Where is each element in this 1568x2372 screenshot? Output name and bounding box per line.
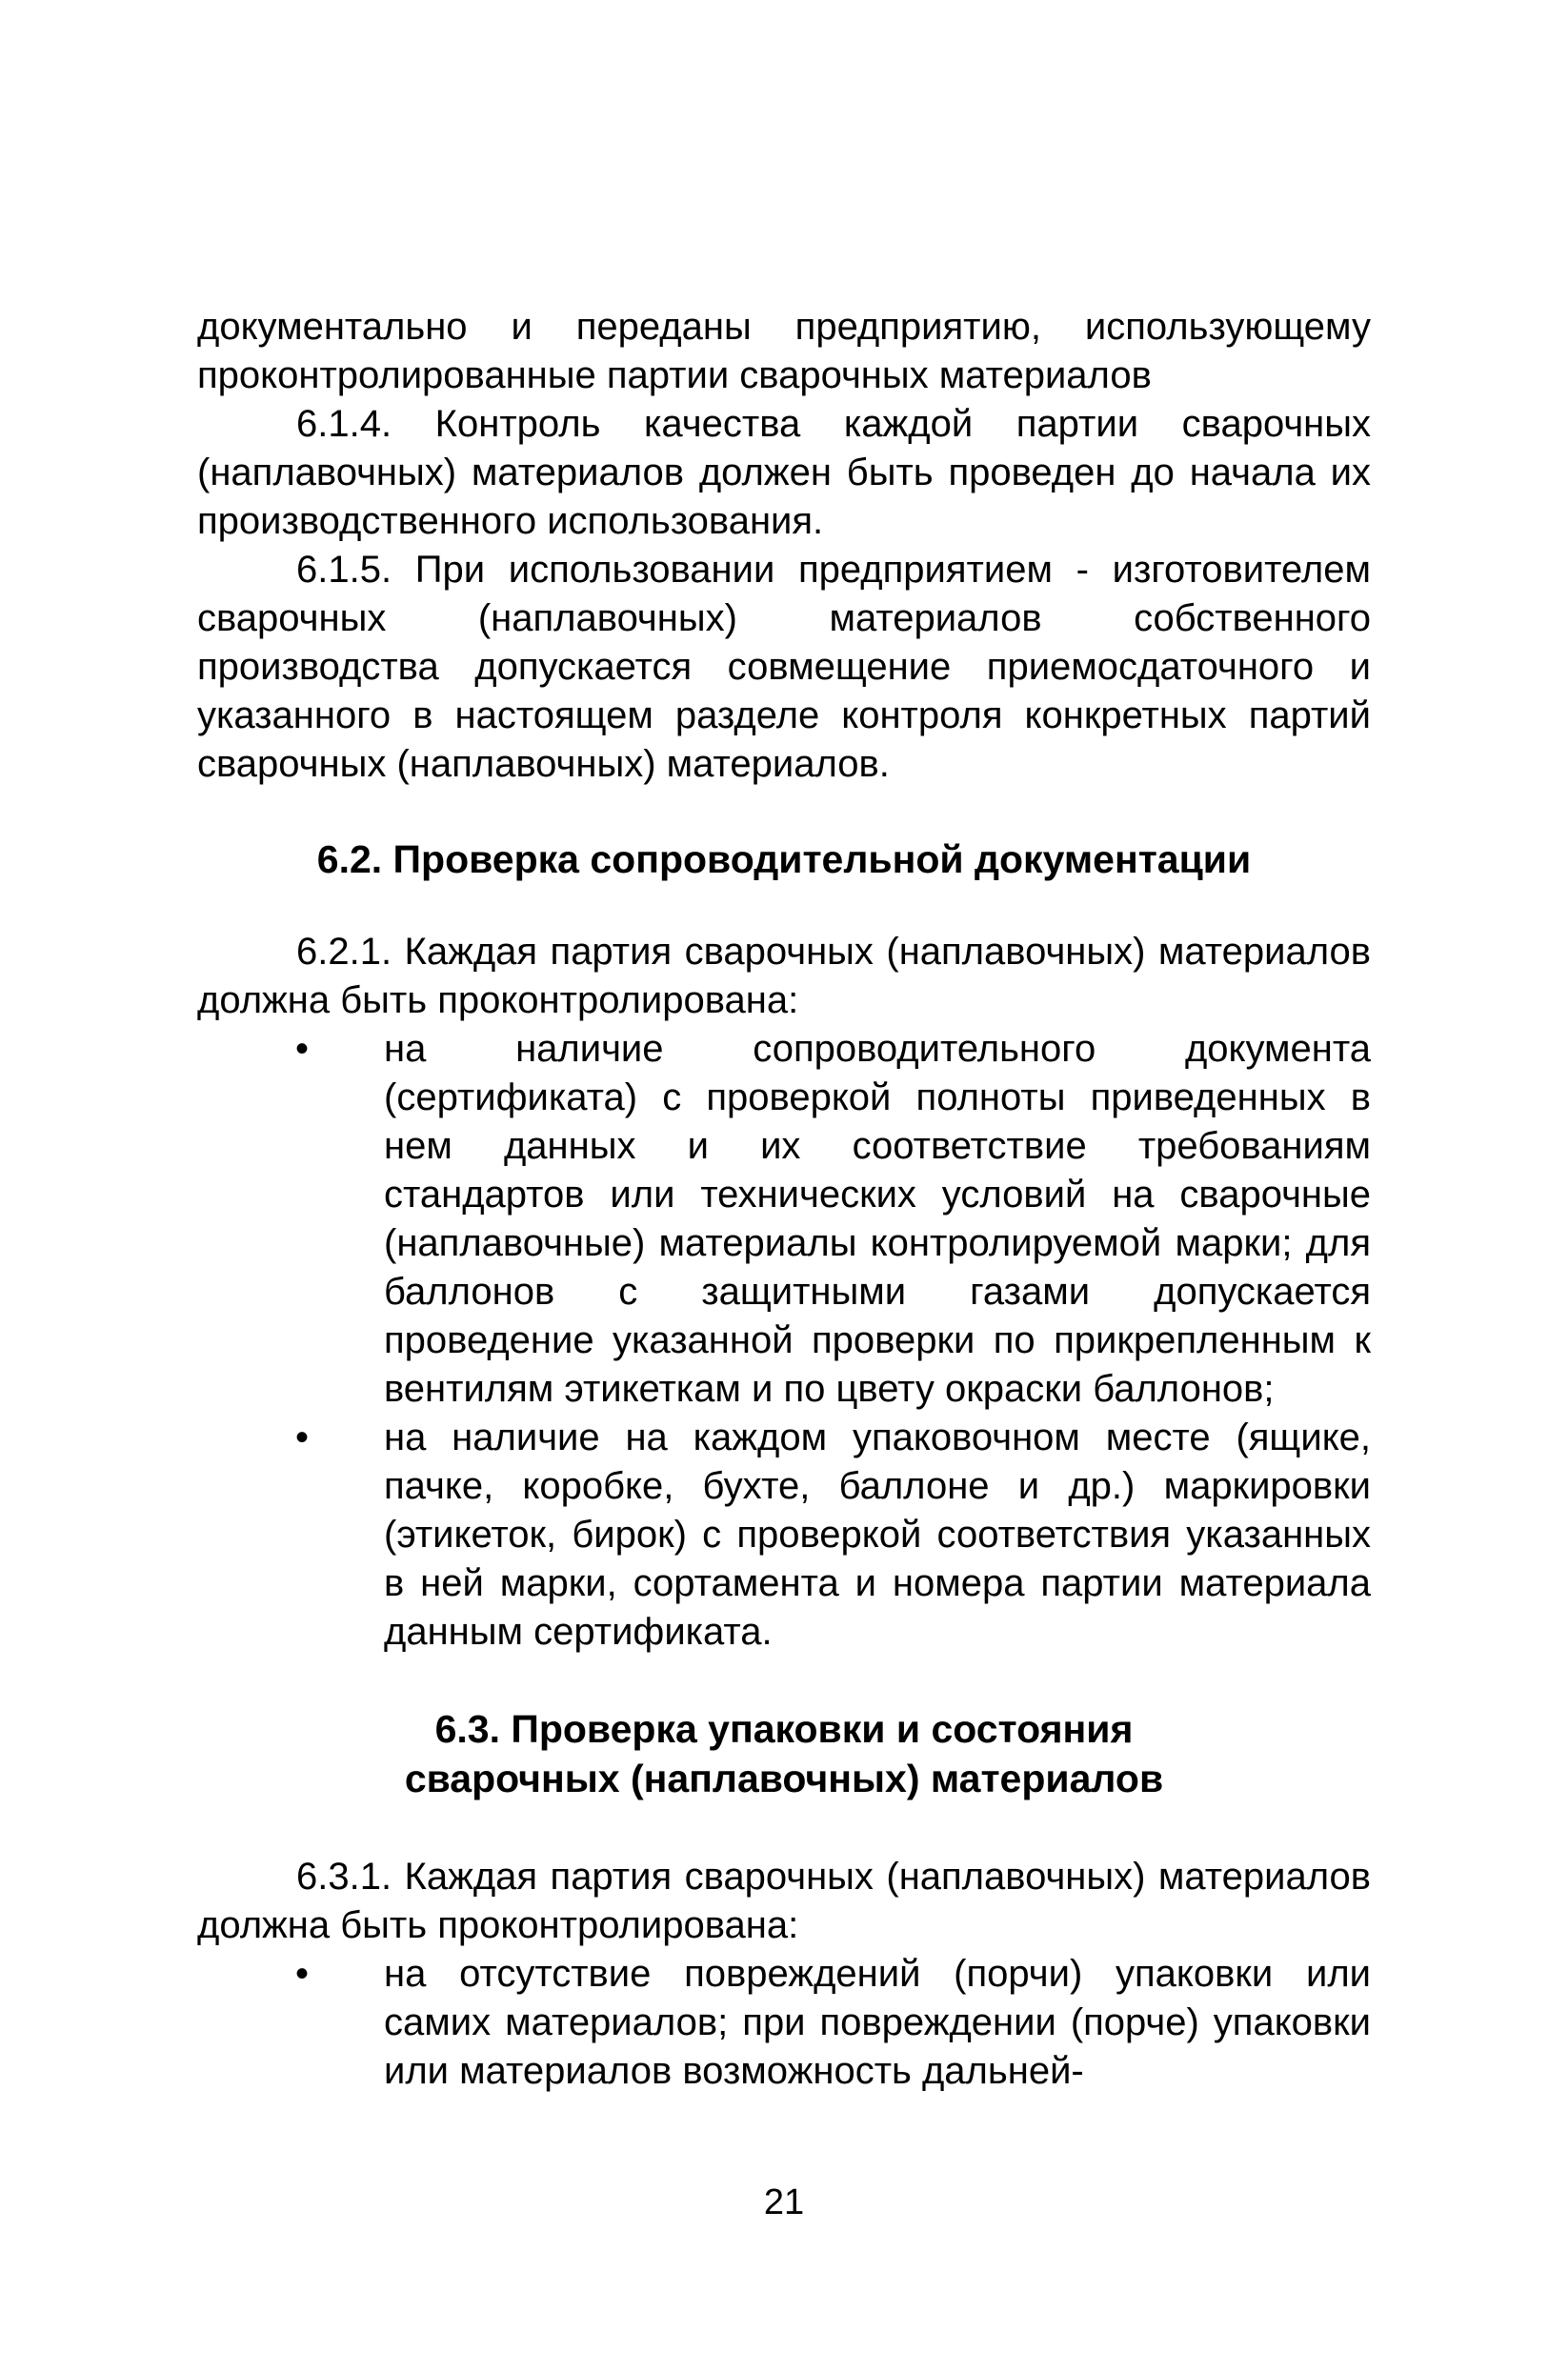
section-heading-6-3: [197, 1704, 1371, 1803]
bullet-list-6-2: [197, 1025, 1371, 1657]
list-item-text: на отсутствие повреждений (порчи) упаковки или самих материалов; при повреждении (порче) упаковки или материалов возможность дальней-: [384, 1953, 1371, 2092]
paragraph-6-1-5: 6.1.5. При использовании предприятием - изготовителем сварочных (наплавочных) материалов собственного производства допускается совмещение приемосдаточного и указанного в настоящем разделе контроля конкретных партий сварочных (наплавочных) материалов.: [197, 549, 1371, 785]
page-content: [197, 303, 1371, 2096]
section-heading-6-3-line-1: 6.3. Проверка упаковки и состояния: [434, 1707, 1134, 1751]
bullet-list-6-3: [197, 1950, 1371, 2096]
bullet-icon: •: [295, 1953, 310, 1995]
paragraph-6-2-1: 6.2.1. Каждая партия сварочных (наплавочных) материалов должна быть проконтролирована:: [197, 931, 1371, 1021]
section-heading-6-2: 6.2. Проверка сопроводительной документации: [316, 837, 1252, 881]
bullet-icon: •: [295, 1028, 310, 1070]
list-item: [197, 1414, 1371, 1657]
list-item-text: на наличие сопроводительного документа (сертификата) с проверкой полноты приведенных в нем данных и их соответствие требованиям стандартов или технических условий на сварочные (наплавочные) материалы контролируемой марки; для баллонов с защитными газами допускается проведение указанной проверки по прикрепленным к вентилям этикеткам и по цвету окраски баллонов;: [384, 1028, 1371, 1410]
page-number: 21: [763, 2182, 805, 2222]
list-item-text: на наличие на каждом упаковочном месте (ящике, пачке, коробке, бухте, баллоне и др.) маркировки (этикеток, бирок) с проверкой соответствия указанных в ней марки, сортамента и номера партии материала данным сертификата.: [384, 1417, 1371, 1653]
paragraph-6-3-1: 6.3.1. Каждая партия сварочных (наплавочных) материалов должна быть проконтролирована:: [197, 1856, 1371, 1946]
section-heading-6-3-line-2: сварочных (наплавочных) материалов: [404, 1757, 1164, 1800]
bullet-icon: •: [295, 1417, 310, 1458]
intro-paragraph: документально и переданы предприятию, использующему проконтролированные партии сварочных материалов: [197, 306, 1371, 396]
list-item: [197, 1950, 1371, 2096]
paragraph-6-1-4: 6.1.4. Контроль качества каждой партии сварочных (наплавочных) материалов должен быть проведен до начала их производственного использования.: [197, 403, 1371, 542]
list-item: [197, 1025, 1371, 1414]
